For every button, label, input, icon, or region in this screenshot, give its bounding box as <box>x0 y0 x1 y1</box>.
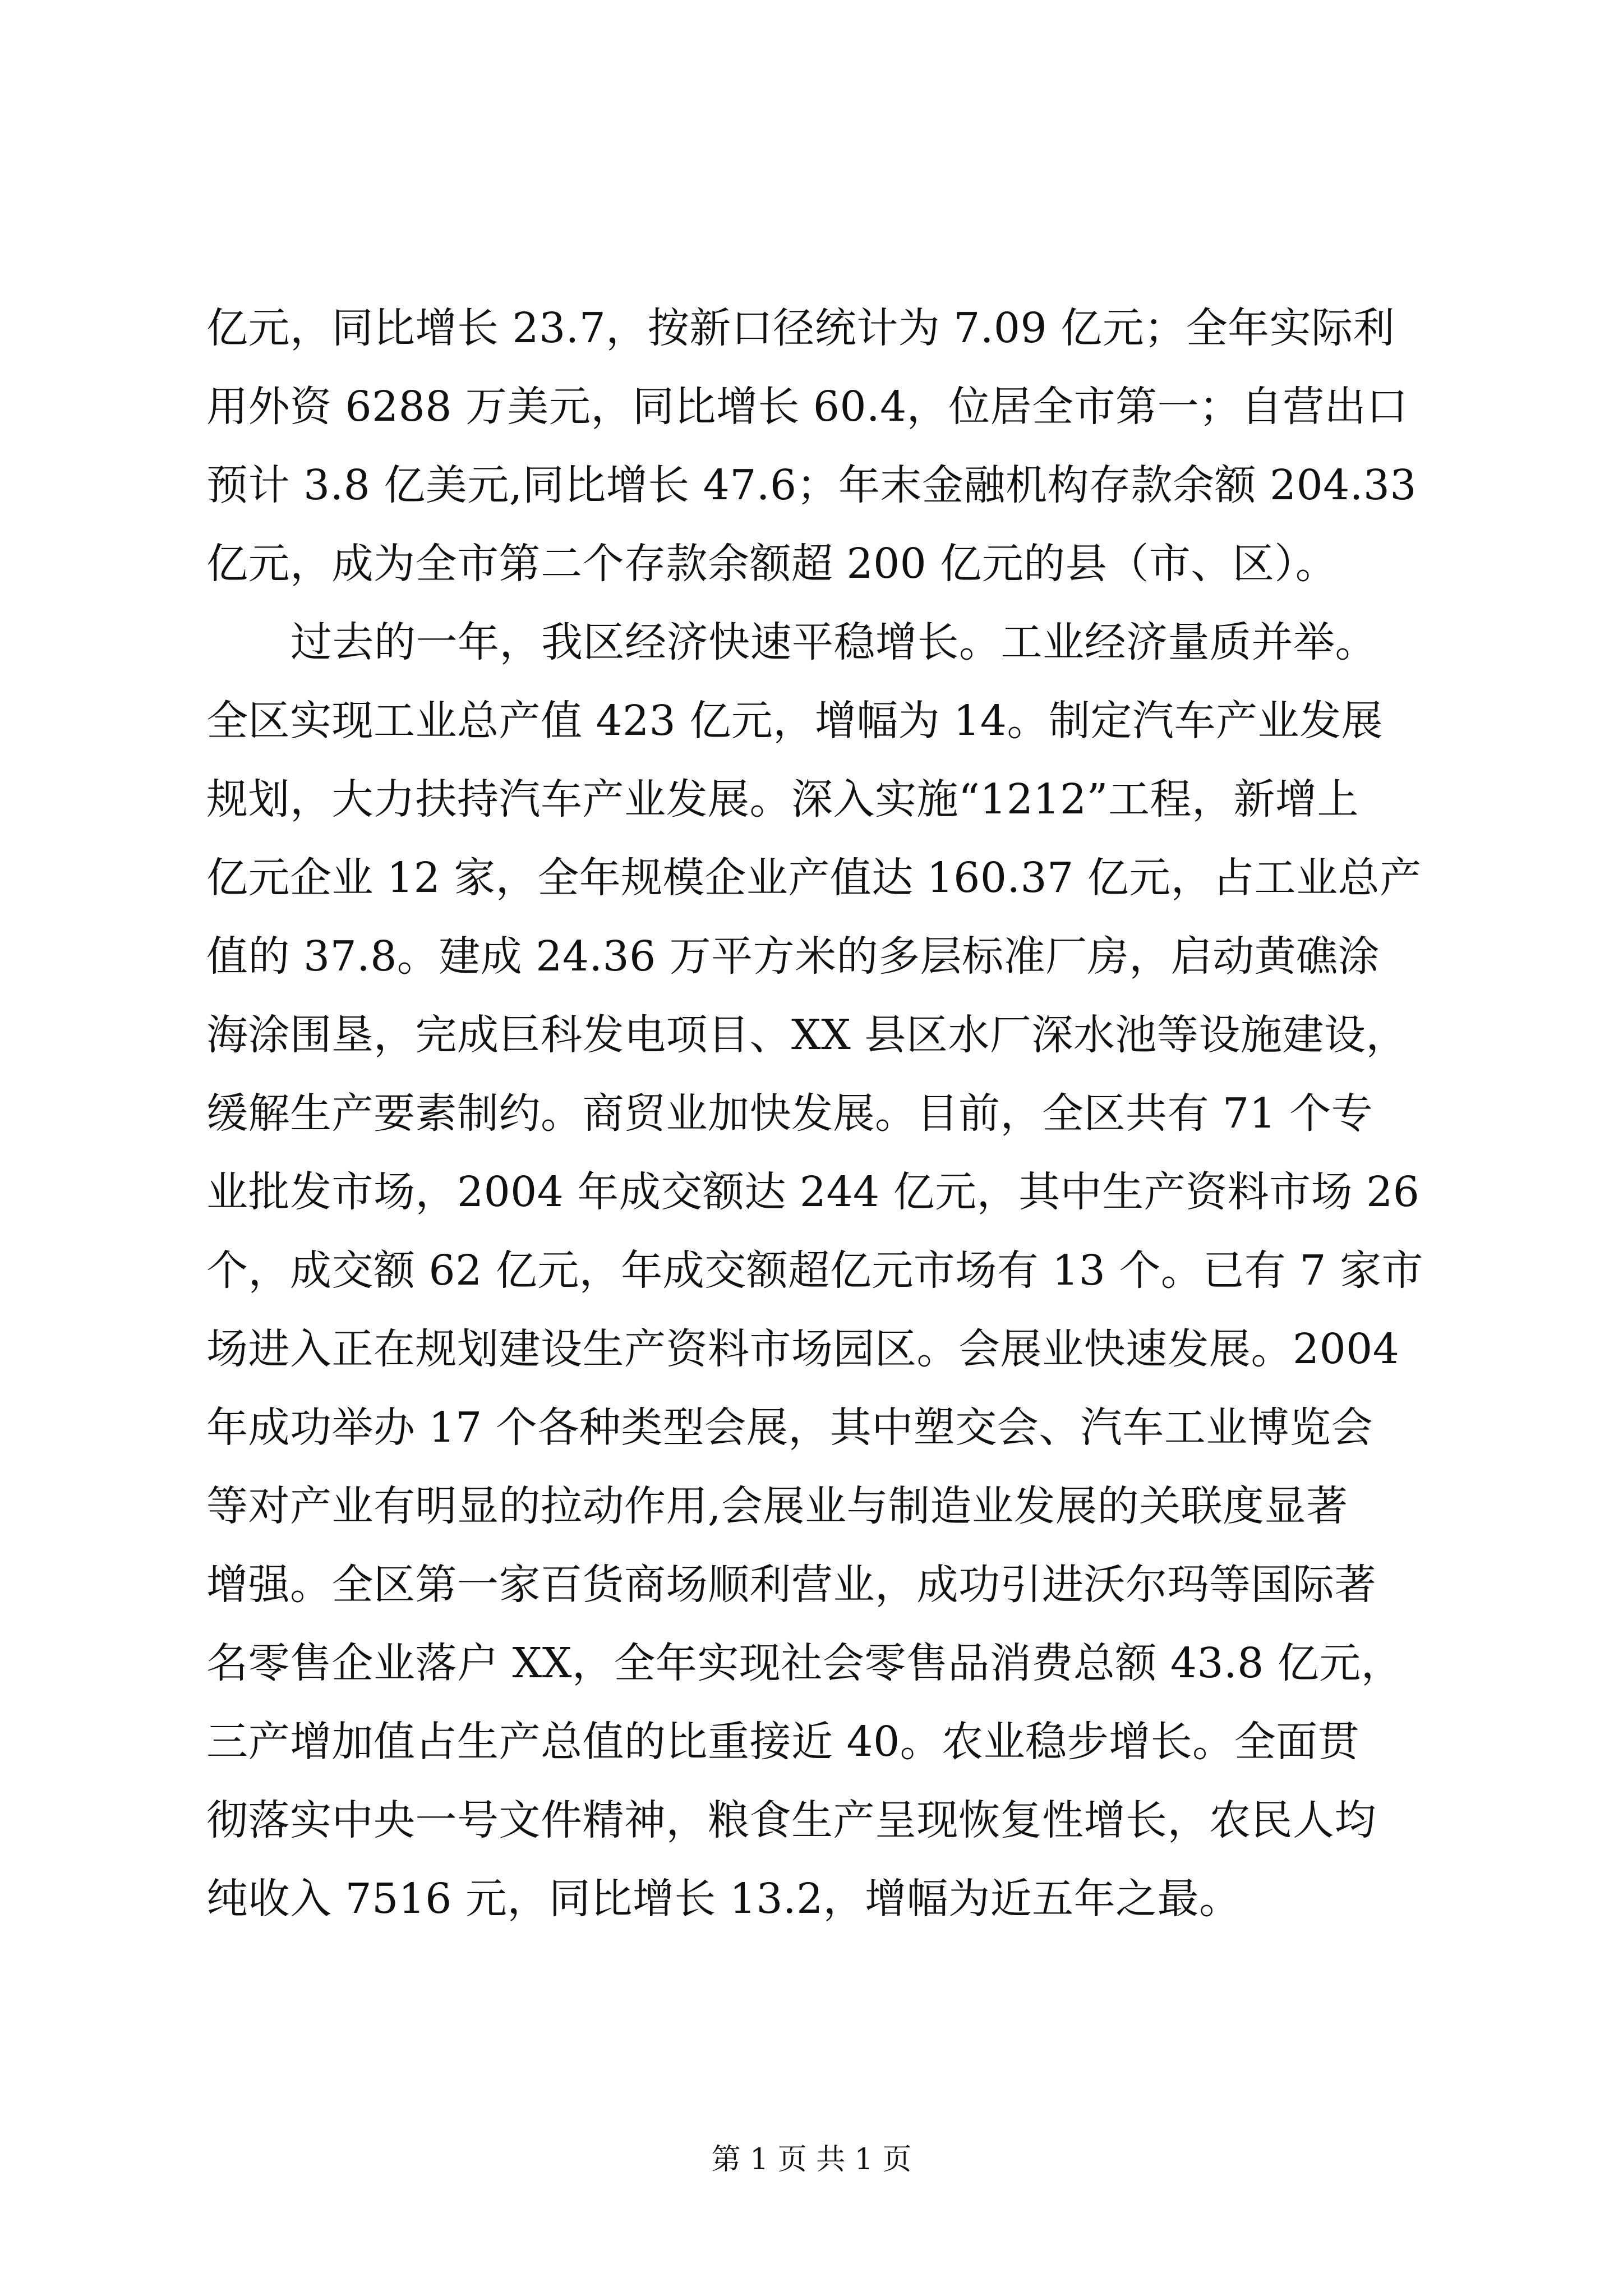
text-line: 纯收入 7516 元，同比增长 13.2，增幅为近五年之最。 <box>206 1875 1241 1923</box>
text-line: 年成功举办 17 个各种类型会展，其中塑交会、汽车工业博览会 <box>206 1404 1373 1452</box>
text-line: 全区实现工业总产值 423 亿元，增幅为 14。制定汽车产业发展 <box>206 697 1383 745</box>
text-line: 增强。全区第一家百货商场顺利营业，成功引进沃尔玛等国际著 <box>206 1561 1376 1609</box>
text-line: 名零售企业落户 XX，全年实现社会零售品消费总额 43.8 亿元， <box>206 1639 1403 1687</box>
text-line: 业批发市场，2004 年成交额达 244 亿元，其中生产资料市场 26 <box>206 1168 1420 1216</box>
text-line: 用外资 6288 万美元，同比增长 60.4，位居全市第一；自营出口 <box>206 383 1408 431</box>
text-line: 缓解生产要素制约。商贸业加快发展。目前，全区共有 71 个专 <box>206 1089 1373 1138</box>
text-line: 规划，大力扶持汽车产业发展。深入实施“1212”工程，新增上 <box>206 775 1359 823</box>
text-line: 亿元，成为全市第二个存款余额超 200 亿元的县（市、区）。 <box>206 540 1338 588</box>
page-number-footer: 第 1 页 共 1 页 <box>711 2143 912 2177</box>
text-line: 等对产业有明显的拉动作用,会展业与制造业发展的关联度显著 <box>206 1482 1348 1530</box>
text-line: 个，成交额 62 亿元，年成交额超亿元市场有 13 个。已有 7 家市 <box>206 1246 1424 1295</box>
text-line: 亿元，同比增长 23.7，按新口径统计为 7.09 亿元；全年实际利 <box>206 304 1395 352</box>
text-line: 彻落实中央一号文件精神，粮食生产呈现恢复性增长，农民人均 <box>206 1796 1376 1844</box>
text-line: 三产增加值占生产总值的比重接近 40。农业稳步增长。全面贯 <box>206 1718 1360 1766</box>
text-line: 场进入正在规划建设生产资料市场园区。会展业快速发展。2004 <box>206 1325 1400 1373</box>
body-text <box>206 289 1424 1938</box>
text-line: 值的 37.8。建成 24.36 万平方米的多层标准厂房，启动黄礁涂 <box>206 932 1380 981</box>
text-line: 预计 3.8 亿美元,同比增长 47.6；年末金融机构存款余额 204.33 <box>206 461 1417 509</box>
paragraph-first-line: 过去的一年，我区经济快速平稳增长。工业经济量质并举。 <box>291 618 1377 666</box>
text-line: 亿元企业 12 家，全年规模企业产值达 160.37 亿元，占工业总产 <box>206 854 1422 902</box>
text-line: 海涂围垦，完成巨科发电项目、XX 县区水厂深水池等设施建设， <box>206 1011 1408 1059</box>
